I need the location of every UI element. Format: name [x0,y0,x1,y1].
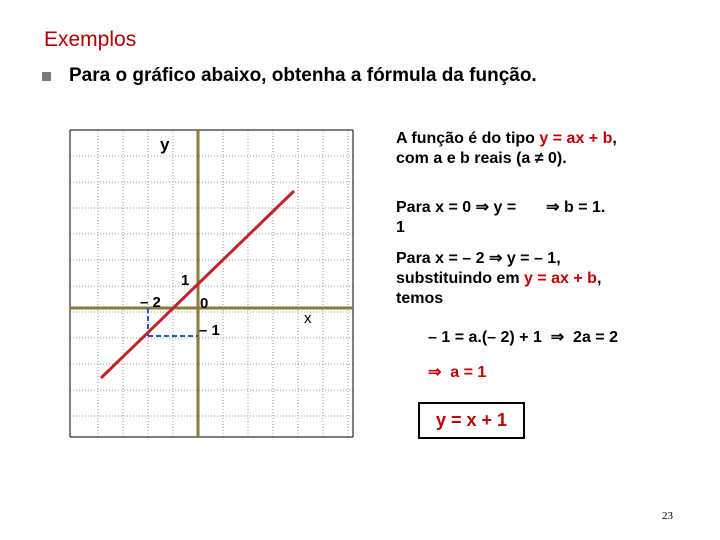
answer-box: y = x + 1 [418,402,525,439]
p1-comma: , [612,130,617,147]
y-axis-label: y [160,135,170,154]
equation-step-2: ⇒ a = 1 [428,364,487,381]
equation-step-1: – 1 = a.(– 2) + 1 ⇒ 2a = 2 [428,329,618,346]
p3-formula: y = ax + b [524,270,597,287]
page-number: 23 [662,510,673,522]
p1-line2: com a e b reais (a ≠ 0). [396,150,567,167]
tick-label-y-neg-1: – 1 [199,322,220,339]
origin-label: 0 [200,295,209,312]
p1-formula: y = ax + b [539,130,613,147]
x-axis-label: x [304,310,312,327]
p2-text-a: Para x = 0 ⇒ y = [396,199,517,216]
p3-comma: , [596,270,602,287]
explanation-p3 [396,249,601,309]
explanation-p2 [396,198,656,238]
p2-text-b: ⇒ b = 1. [546,199,606,216]
explanation-p1 [396,129,617,169]
slide-prompt: Para o gráfico abaixo, obtenha a fórmula da função. [69,65,537,86]
graph-grid [70,130,353,437]
p3-line3: temos [396,290,444,307]
p1-text: A função é do tipo [396,130,540,147]
slide-title: Exemplos [44,28,137,51]
p3-text: substituindo em [396,270,524,287]
tick-label-x-neg-2: – 2 [140,294,161,311]
p2-line2: 1 [396,219,405,236]
tick-label-y-1: 1 [181,272,190,289]
p3-line1: Para x = – 2 ⇒ y = – 1, [396,250,561,267]
